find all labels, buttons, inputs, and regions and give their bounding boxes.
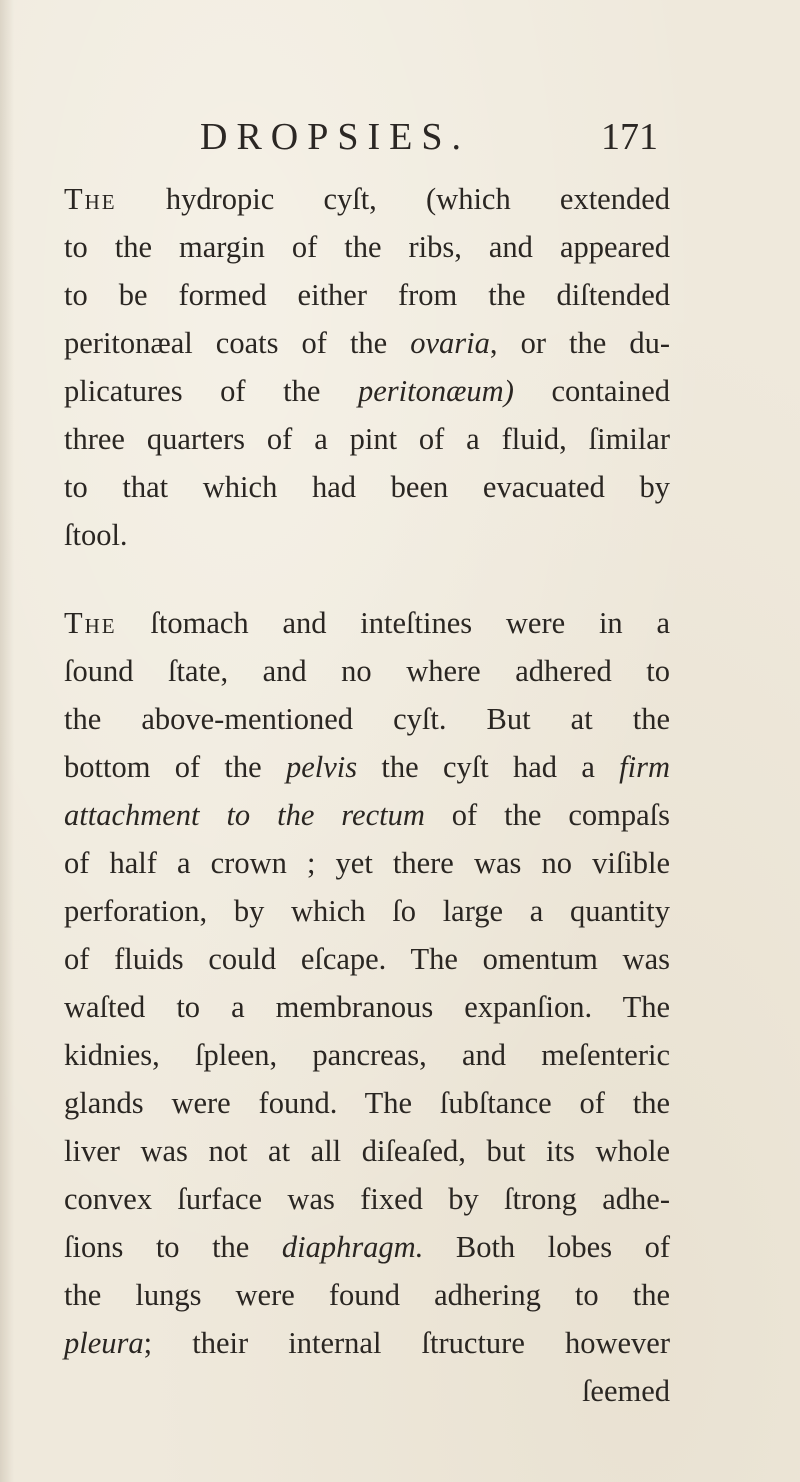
line-text: ſtomach and inteſtines were in a bbox=[116, 606, 670, 640]
text-line: waſted to a membranous expanſion. The bbox=[64, 990, 670, 1024]
text-line: the above-mentioned cyſt. But at the bbox=[64, 702, 670, 736]
italic-term-pelvis: pelvis bbox=[285, 750, 358, 784]
text-line bbox=[64, 1223, 670, 1271]
text-line bbox=[64, 791, 670, 839]
text-line: glands were found. The ſubſtance of the bbox=[64, 1086, 670, 1120]
text-line bbox=[64, 367, 670, 415]
page-number: 171 bbox=[601, 116, 658, 158]
italic-term-peritonaeum: peritonæum) bbox=[357, 374, 514, 408]
text-line bbox=[64, 1319, 670, 1367]
italic-term-attachment: attachment to the rectum bbox=[64, 798, 425, 832]
italic-term-ovaria: ovaria bbox=[410, 326, 490, 360]
line-text: contained bbox=[513, 374, 670, 408]
text-line: of half a crown ; yet there was no viſible bbox=[64, 846, 670, 880]
text-line: ſound ſtate, and no where adhered to bbox=[64, 654, 670, 688]
body-text bbox=[64, 175, 670, 1415]
text-line: convex ſurface was fixed by ſtrong adhe- bbox=[64, 1182, 670, 1216]
line-text: ; their internal ſtructure however bbox=[143, 1326, 670, 1360]
text-line: ſtool. bbox=[64, 518, 128, 552]
line-text: Both lobes of bbox=[423, 1230, 670, 1264]
text-line: to be formed either from the diſtended bbox=[64, 278, 670, 312]
line-text: ſions to the bbox=[64, 1230, 282, 1264]
line-text: , or the du- bbox=[489, 326, 670, 360]
text-line: liver was not at all diſeaſed, but its whole bbox=[64, 1134, 670, 1168]
text-line bbox=[64, 599, 670, 647]
running-head bbox=[0, 115, 800, 165]
italic-term-pleura: pleura bbox=[64, 1326, 144, 1360]
page-gutter-shadow bbox=[0, 0, 14, 1482]
line-text: bottom of the bbox=[64, 750, 286, 784]
line-text: the cyſt had a bbox=[357, 750, 620, 784]
line-text: of the compaſs bbox=[424, 798, 670, 832]
line-text: hydropic cyſt, (which extended bbox=[116, 182, 670, 216]
text-line: the lungs were found adhering to the bbox=[64, 1278, 670, 1312]
lead-word: The bbox=[64, 182, 117, 216]
text-line: to the margin of the ribs, and appeared bbox=[64, 230, 670, 264]
text-line bbox=[64, 743, 670, 791]
line-text: peritonæal coats of the bbox=[64, 326, 411, 360]
text-line: three quarters of a pint of a fluid, ſimilar bbox=[64, 422, 670, 456]
lead-word: The bbox=[64, 606, 117, 640]
text-line: kidnies, ſpleen, pancreas, and meſenteric bbox=[64, 1038, 670, 1072]
italic-term-diaphragm: diaphragm. bbox=[281, 1230, 424, 1264]
text-line: to that which had been evacuated by bbox=[64, 470, 670, 504]
catchword: ſeemed bbox=[581, 1374, 670, 1408]
text-line bbox=[64, 319, 670, 367]
italic-term-firm: firm bbox=[619, 750, 670, 784]
paragraph-stomach bbox=[64, 599, 670, 1415]
text-line: of fluids could eſcape. The omentum was bbox=[64, 942, 670, 976]
running-title: DROPSIES. bbox=[200, 116, 470, 158]
text-line bbox=[64, 175, 670, 223]
paragraph-hydropic-cyst bbox=[64, 175, 670, 559]
text-line: perforation, by which ſo large a quantity bbox=[64, 894, 670, 928]
line-text: plicatures of the bbox=[64, 374, 358, 408]
